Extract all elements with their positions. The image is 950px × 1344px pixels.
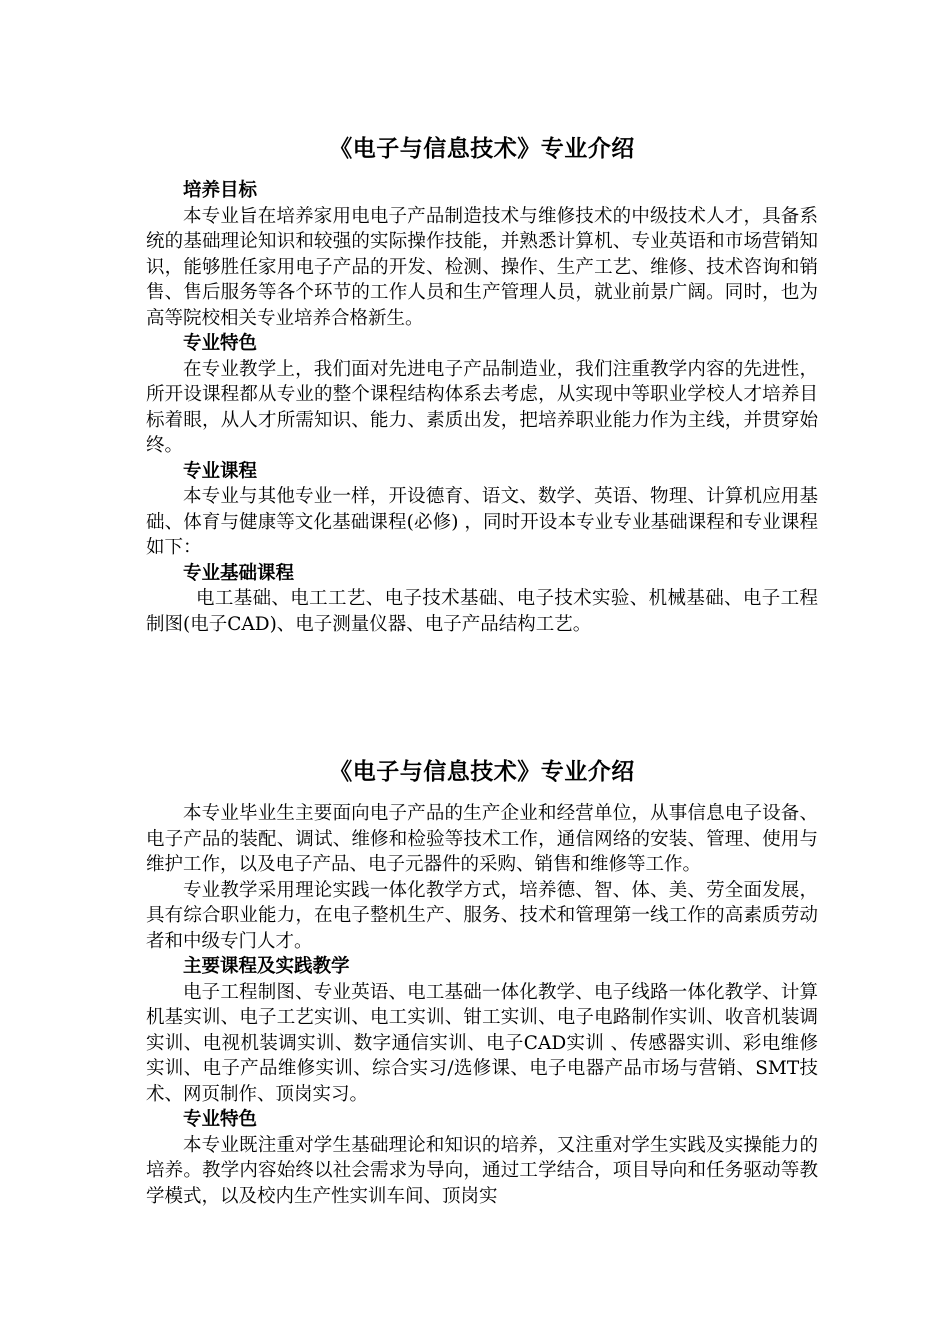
paragraph-teaching-method: 专业教学采用理论实践一体化教学方式，培养德、智、体、美、劳全面发展，具有综合职业能力，在电子整机生产、服务、技术和管理第一线工作的高素质劳动者和中级专门人才。	[146, 879, 818, 952]
intro-section-1	[146, 134, 818, 637]
paragraph-basic-courses: 电工基础、电工工艺、电子技术基础、电子技术实验、机械基础、电子工程制图(电子CAD)、电子测量仪器、电子产品结构工艺。	[146, 588, 818, 635]
paragraph-major-feature-2: 本专业既注重对学生基础理论和知识的培养，又注重对学生实践及实操能力的培养。教学内容始终以社会需求为导向，通过工学结合，项目导向和任务驱动等教学模式，以及校内生产性实训车间、顶岗实	[146, 1134, 818, 1207]
intro-section-2	[146, 757, 818, 1209]
paragraph-training-goal: 本专业旨在培养家用电电子产品制造技术与维修技术的中级技术人才，具备系统的基础理论知识和较强的实际操作技能，并熟悉计算机、专业英语和市场营销知识，能够胜任家用电子产品的开发、检测、操作、生产工艺、维修、技术咨询和销售、售后服务等各个环节的工作人员和生产管理人员，就业前景广阔。同时，也为高等院校相关专业培养合格新生。	[146, 205, 818, 329]
heading-main-courses: 主要课程及实践教学	[183, 956, 350, 977]
paragraph-major-courses: 本专业与其他专业一样，开设德育、语文、数学、英语、物理、计算机应用基础、体育与健康等文化基础课程(必修) ，同时开设本专业专业基础课程和专业课程如下：	[146, 486, 818, 558]
heading-training-goal: 培养目标	[183, 180, 258, 201]
page-title-2: 《电子与信息技术》专业介绍	[329, 759, 635, 785]
heading-major-feature: 专业特色	[183, 333, 258, 354]
paragraph-major-feature: 在专业教学上，我们面对先进电子产品制造业，我们注重教学内容的先进性，所开设课程都从专业的整个课程结构体系去考虑，从实现中等职业学校人才培养目标着眼，从人才所需知识、能力、素质出发，把培养职业能力作为主线，并贯穿始终。	[146, 358, 818, 456]
heading-major-courses: 专业课程	[183, 460, 258, 482]
paragraph-graduate-direction: 本专业毕业生主要面向电子产品的生产企业和经营单位，从事信息电子设备、电子产品的装配、调试、维修和检验等技术工作，通信网络的安装、管理、使用与维护工作，以及电子产品、电子元器件的采购、销售和维修等工作。	[146, 803, 818, 875]
heading-basic-courses: 专业基础课程	[183, 562, 295, 584]
heading-major-feature-2: 专业特色	[183, 1109, 258, 1130]
page-title: 《电子与信息技术》专业介绍	[329, 136, 635, 162]
paragraph-main-courses: 电子工程制图、专业英语、电工基础一体化教学、电子线路一体化教学、计算机基实训、电子工艺实训、电工实训、钳工实训、电子电路制作实训、收音机装调实训、电视机装调实训、数字通信实训、电子CAD实训 、传感器实训、彩电维修实训、电子产品维修实训、综合实习/选修课、电子电器产品市场与营销、SMT技术、网页制作、顶岗实习。	[146, 981, 818, 1105]
